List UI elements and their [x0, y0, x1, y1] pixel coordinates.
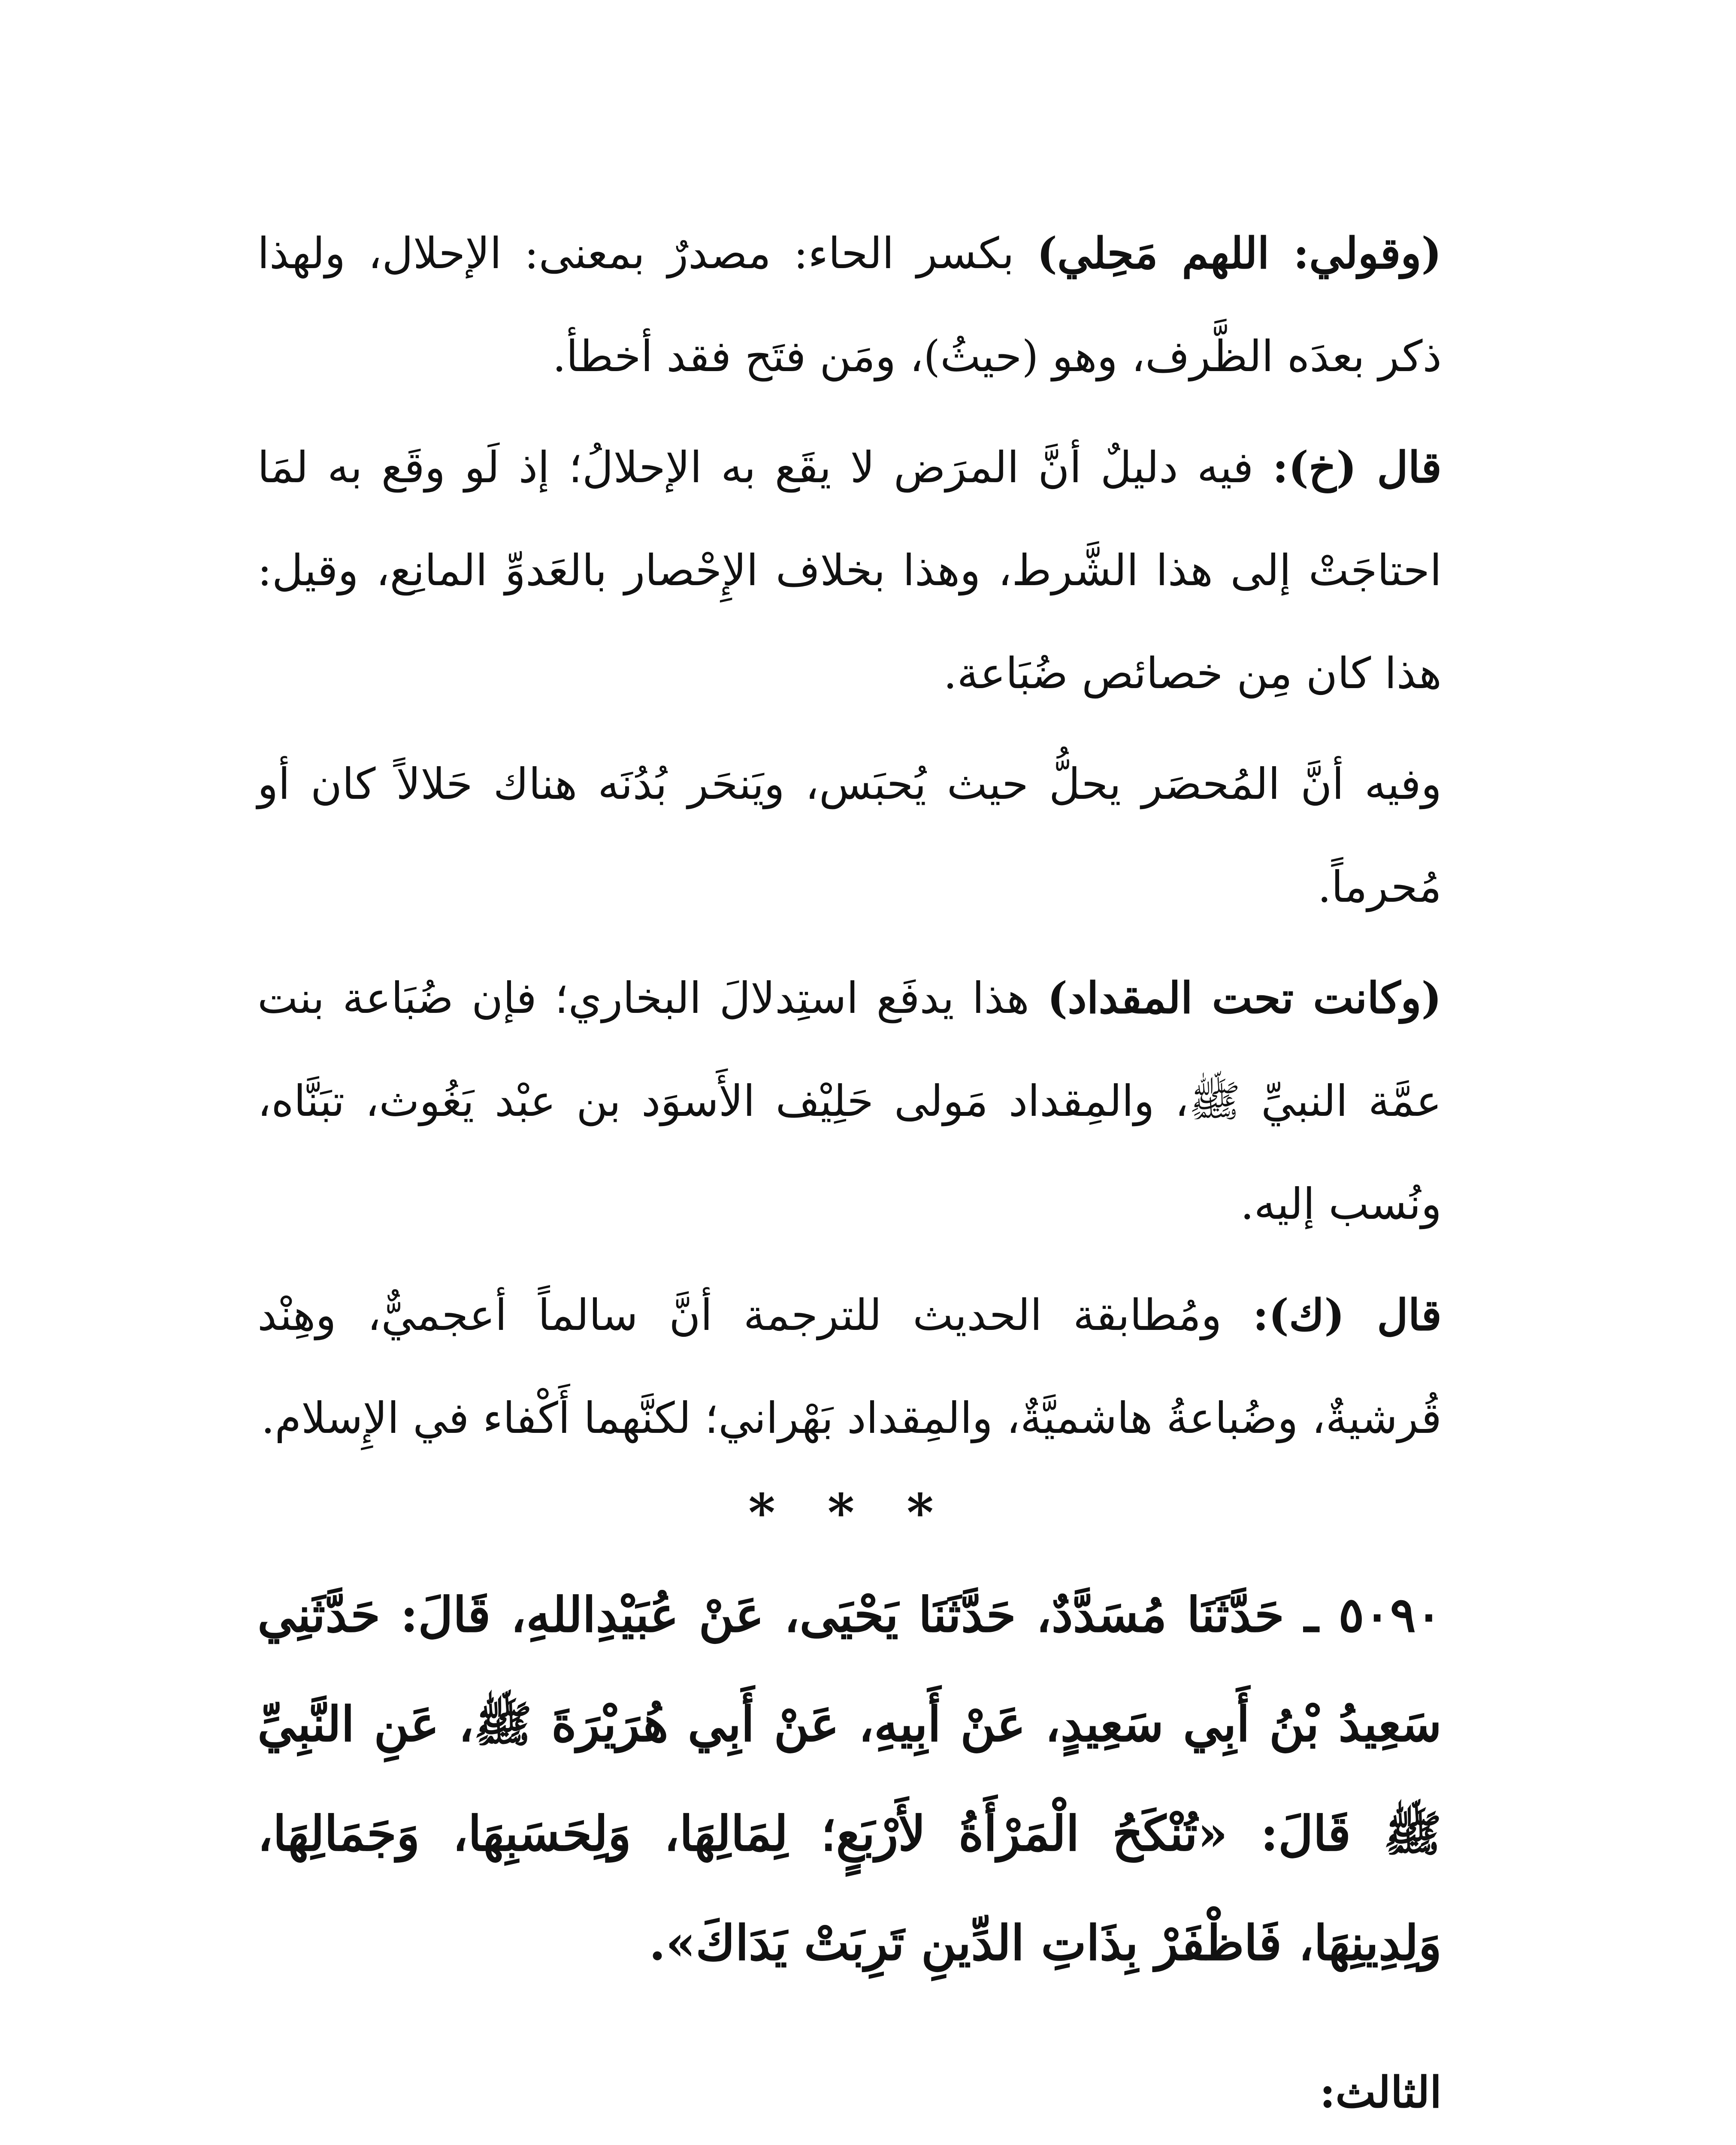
section-separator: * * *: [748, 1483, 951, 1543]
paragraph-label: (وقولي: اللهم مَحِلي): [1037, 228, 1442, 278]
paragraph-text: بكسر الحاء: مصدرٌ بمعنى: الإحلال، ولهذا ذكر بعدَه الظَّرف، وهو (حيثُ)، ومَن فتَح فقد أخطأ.: [257, 228, 1442, 381]
section-heading: الثالث:: [1319, 2067, 1442, 2118]
commentary-paragraph-1: [257, 202, 1442, 408]
commentary-paragraph-2: [257, 416, 1442, 725]
commentary-paragraph-3: [257, 733, 1442, 939]
paragraph-text: فيه دليلٌ أنَّ المرَض لا يقَع به الإحلالُ؛ إذ لَو وقَع به لمَا احتاجَتْ إلى هذا الشَّرط، وهذا بخلاف الإِحْصار بالعَدوِّ المانِع، وقيل: هذا كان مِن خصائص ضُبَاعة.: [257, 442, 1442, 698]
page-body: [257, 202, 1442, 2145]
commentary-paragraph-4: [257, 946, 1442, 1256]
hadith-text: [257, 1560, 1442, 1998]
paragraph-text: ومُطابقة الحديث للترجمة أنَّ سالماً أعجميٌّ، وهِنْد قُرشيةٌ، وضُباعةُ هاشميَّةٌ، والمِقداد بَهْراني؛ لكنَّهما أَكْفاء في الإِسلام.: [257, 1290, 1442, 1443]
hadith-body: حَدَّثَنَا مُسَدَّدٌ، حَدَّثَنَا يَحْيَى، عَنْ عُبَيْدِاللهِ، قَالَ: حَدَّثَنِي سَعِيدُ بْنُ أَبِي سَعِيدٍ، عَنْ أَبِيهِ، عَنْ أَبِي هُرَيْرَةَ ﷺ، عَنِ النَّبِيِّ ﷺ قَالَ: «تُنْكَحُ الْمَرْأَةُ لأَرْبَعٍ؛ لِمَالِهَا، وَلِحَسَبِهَا، وَجَمَالِهَا، وَلِدِينِهَا، فَاظْفَرْ بِذَاتِ الدِّينِ تَرِبَتْ يَدَاكَ».: [257, 1587, 1442, 1971]
paragraph-label: (وكانت تحت المقداد): [1047, 973, 1442, 1023]
commentary-paragraph-5: [257, 1263, 1442, 1470]
paragraph-text: هذا يدفَع استِدلالَ البخاري؛ فإن ضُبَاعة بنت عمَّة النبيِّ ﷺ، والمِقداد مَولى حَلِيْف الأَسوَد بن عبْد يَغُوث، تبَنَّاه، ونُسب إليه.: [257, 973, 1442, 1229]
paragraph-label: قال (خ):: [1272, 442, 1442, 492]
paragraph-text: وفيه أنَّ المُحصَر يحلُّ حيث يُحبَس، ويَنحَر بُدُنَه هناك حَلالاً كان أو مُحرماً.: [257, 759, 1442, 912]
hadith-number: ٥٠٩٠ ـ: [1304, 1587, 1442, 1643]
paragraph-label: قال (ك):: [1252, 1290, 1442, 1340]
